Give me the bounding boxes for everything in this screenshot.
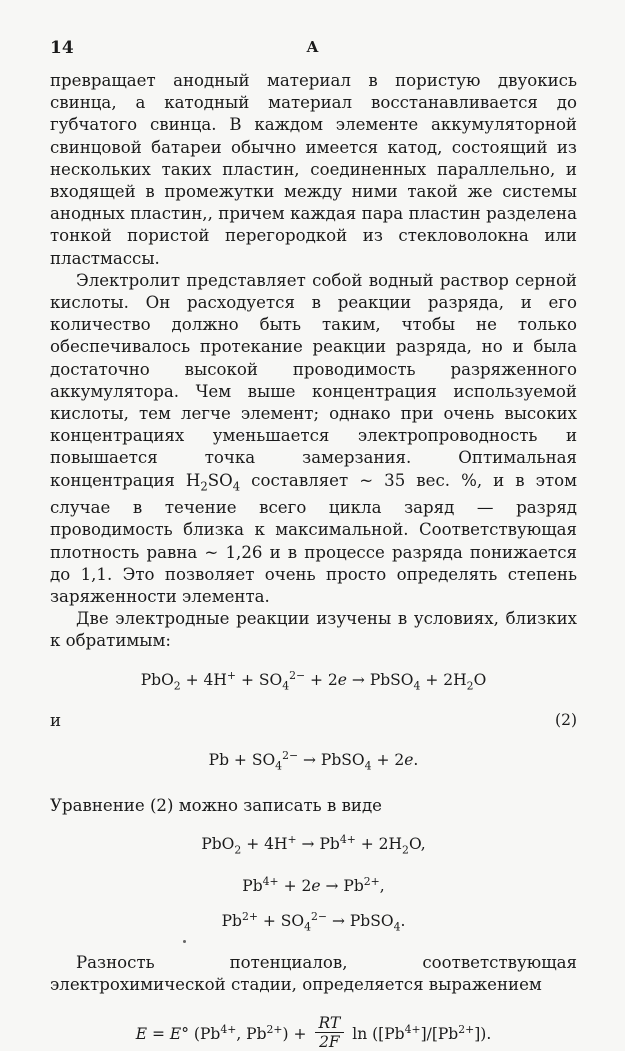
print-speck [183,940,186,943]
reaction-equation-1: $PbO_2 + 4H^+ + SO_4^{2-} + 2e$ → PbSO$_4$ + $2H_2O$ [140,668,487,692]
running-head: А [306,38,319,56]
nernst-fraction [315,1014,345,1051]
fraction-numerator: RT [315,1014,345,1033]
system-equation-1: $PbO_2 + 4H^+ \to Pb^{4+} + 2H_2O$, [201,833,426,857]
paragraph-4: Уравнение (2) можно записать в виде [50,796,383,816]
nernst-equation: E = E° ($Pb^{4+}$, $Pb^{2+}$) + $\frac{RT}{2F}$ $\ln ([Pb^{4+}]/[Pb^{2+}])$. [135,1014,492,1051]
paragraph-1: превращает анодный материал в пористую двуокись свинца, а катодный материал восстанавливается до губчатого свинца. В каждом элементе аккумуляторной свинцовой батареи обычно имеется катод, состоящий из нескольких таких пластин, соединенных параллельно, и входящей в промежутки между ними такой же системы анодных пластин,, причем каждая пара пластин разделена тонкой пористой перегородкой из стекловолокна или пластмассы. [50,71,577,268]
page-header [50,38,575,62]
equation-system [50,829,577,938]
page-number: 14 [50,38,74,58]
reaction-equation-2: $Pb + SO_4^{2-}$ → PbSO$_4$ + 2e. [208,748,419,773]
body-text [50,70,577,1051]
paragraph-2: Электролит представляет собой водный раствор серной кислоты. Он расходуется в реакции разряда, и его количество должно быть таким, чтобы не только обеспечивалось протекание реакции разряда, но и была достаточно высокой проводимость разряженного аккумулятора. Чем выше концентрация используемой кислоты, тем легче элемент; однако при очень высоких концентрациях уменьшается электропроводность и повышается точка замерзания. Оптимальная концентрация $H_2SO_4$ составляет ~ 35 вес. %, и в этом случае в течение всего цикла заряд — разряд проводимость близка к максимальной. Соответствующая плотность равна ~ 1,26 и в процессе разряда понижается до 1,1. Это позволяет очень просто определять степень заряженности элемента. [50,270,577,606]
paragraph-3: Две электродные реакции изучены в условиях, близких к обратимым: [50,609,577,651]
system-equation-3: $Pb^{2+} + SO_4^{2-}$ → PbSO$_4$. [221,909,406,933]
system-equation-2: $Pb^{4+} + 2e \to Pb^{2+}$, [242,874,385,895]
paragraph-5: Разность потенциалов, соответствующая электрохимической стадии, определяется выражением [50,952,577,995]
fraction-denominator: 2F [319,1033,340,1051]
and-word: и [50,710,62,730]
equation-number: (2) [555,710,577,729]
and-row [50,711,577,733]
